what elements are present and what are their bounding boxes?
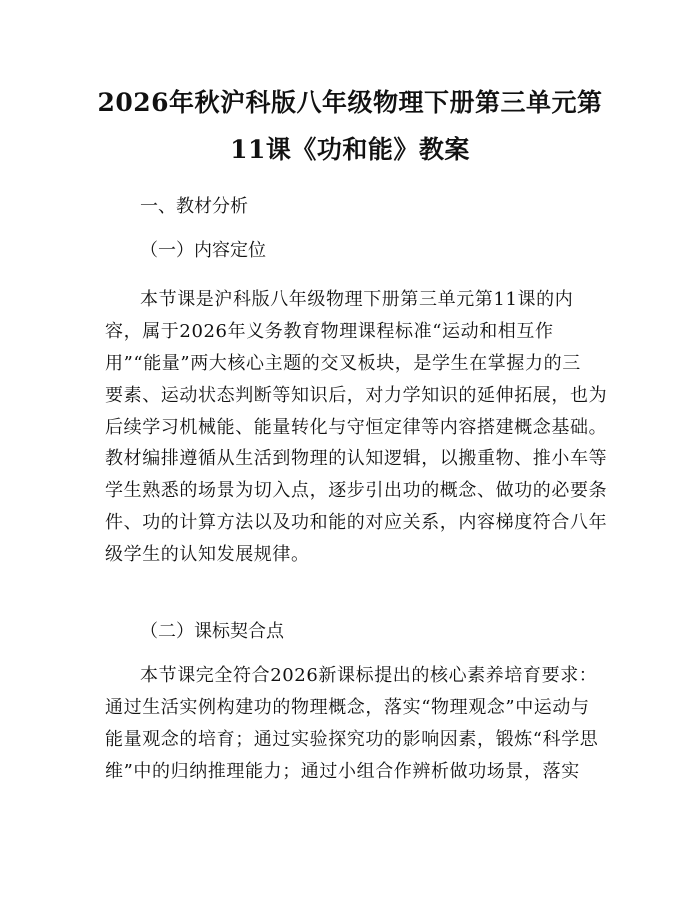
paragraph-line: 本节课完全符合2026新课标提出的核心素养培育要求： bbox=[140, 665, 598, 686]
paragraph-curriculum-alignment bbox=[105, 660, 605, 788]
paragraph-content-positioning bbox=[105, 284, 608, 571]
paragraph-line: 要素、运动状态判断等知识后，对力学知识的延伸拓展，也为 bbox=[105, 384, 608, 406]
paragraph-line: 容，属于2026年义务教育物理课程标准“运动和相互作 bbox=[105, 320, 554, 342]
document-title-line-1: 2026年秋沪科版八年级物理下册第三单元第 bbox=[97, 88, 603, 117]
paragraph-line: 件、功的计算方法以及功和能的对应关系，内容梯度符合八年 bbox=[105, 512, 608, 534]
paragraph-line: 维”中的归纳推理能力；通过小组合作辨析做功场景，落实 bbox=[105, 760, 580, 782]
paragraph-line: 通过生活实例构建功的物理概念，落实“物理观念”中运动与 bbox=[105, 696, 590, 718]
paragraph-line: 后续学习机械能、能量转化与守恒定律等内容搭建概念基础。 bbox=[105, 416, 608, 438]
paragraph-line: 用”“能量”两大核心主题的交叉板块，是学生在掌握力的三 bbox=[105, 352, 581, 374]
paragraph-line: 能量观念的培育；通过实验探究功的影响因素，锻炼“科学思 bbox=[105, 728, 599, 750]
paragraph-line: 学生熟悉的场景为切入点，逐步引出功的概念、做功的必要条 bbox=[105, 480, 608, 502]
paragraph-line: 级学生的认知发展规律。 bbox=[105, 544, 310, 566]
subsection-heading-curriculum-alignment: （二）课标契合点 bbox=[140, 621, 284, 642]
paragraph-line: 教材编排遵循从生活到物理的认知逻辑，以搬重物、推小车等 bbox=[105, 448, 608, 470]
paragraph-line: 本节课是沪科版八年级物理下册第三单元第11课的内 bbox=[140, 289, 574, 310]
section-heading-textbook-analysis: 一、教材分析 bbox=[140, 196, 248, 217]
document-title-line-2: 11课《功和能》教案 bbox=[230, 135, 470, 164]
subsection-heading-content-positioning: （一）内容定位 bbox=[140, 240, 266, 261]
